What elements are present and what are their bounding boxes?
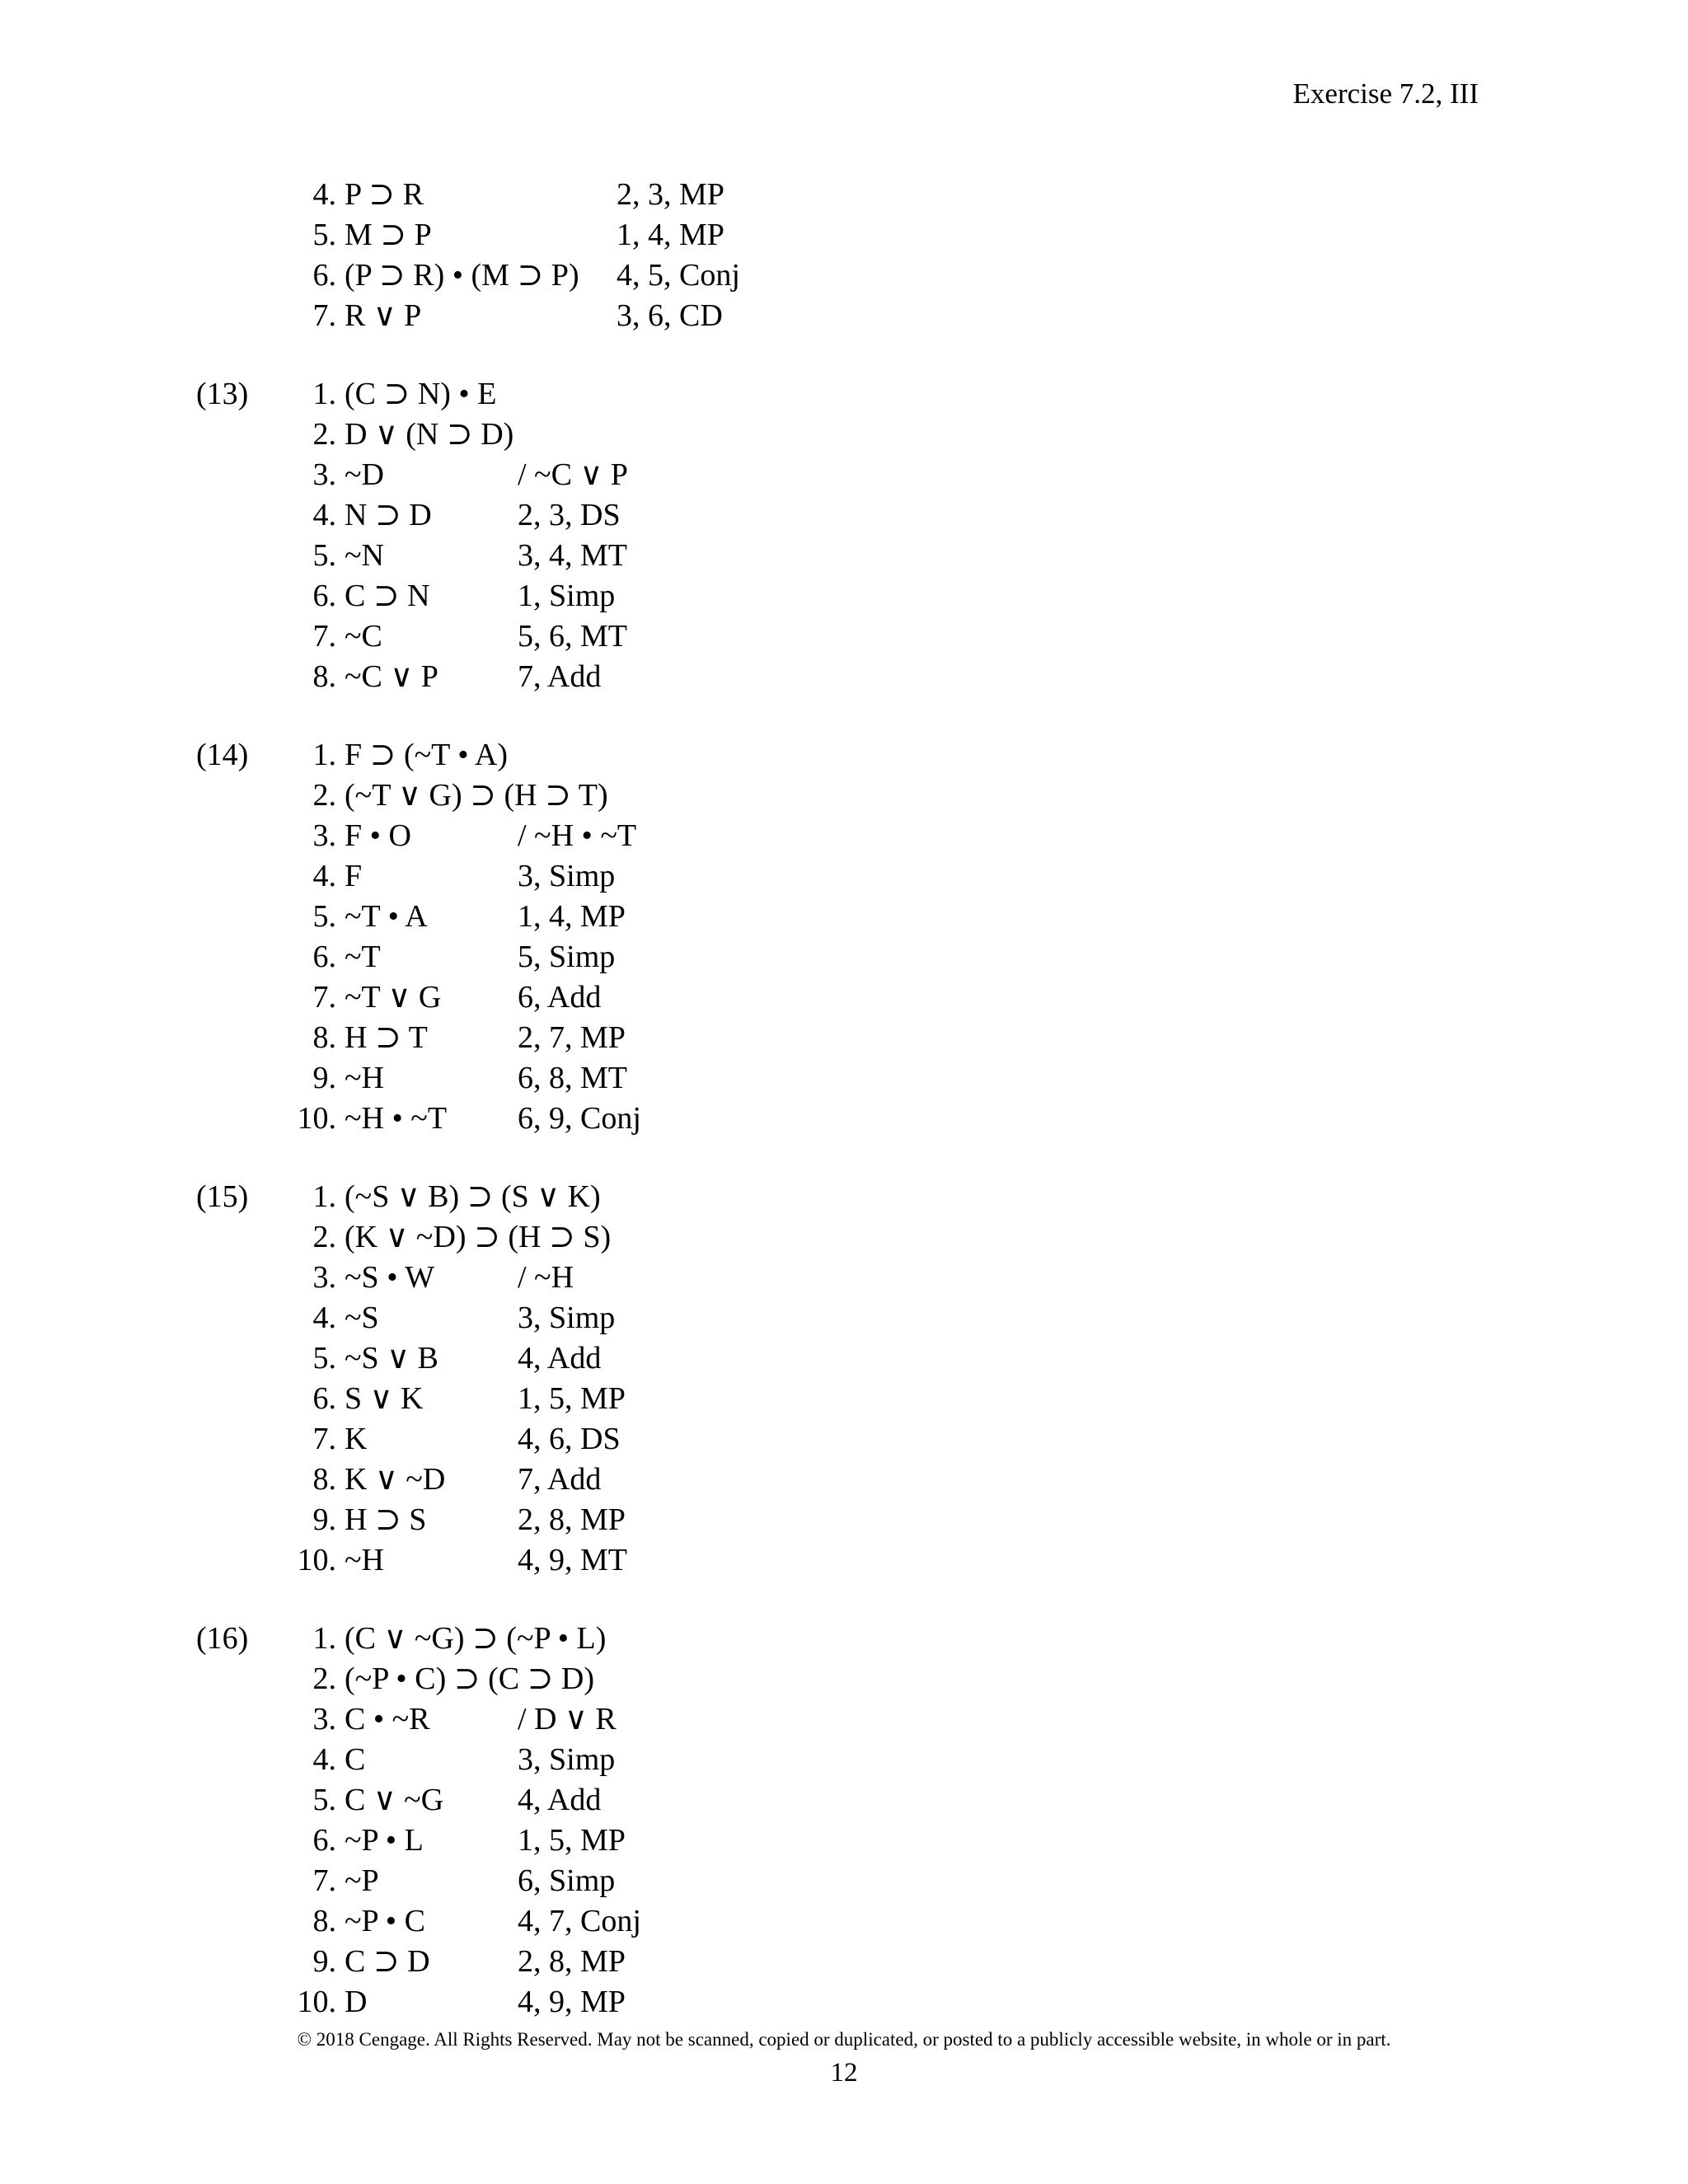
line-number: 1.: [312, 377, 336, 411]
line-justification: 3, Simp: [518, 1301, 616, 1335]
line-justification: 6, Simp: [518, 1863, 616, 1898]
line-number: 7.: [312, 980, 336, 1015]
line-justification: 2, 3, MP: [617, 177, 724, 212]
line-formula: ~S: [345, 1301, 379, 1335]
line-number: 2.: [312, 1220, 336, 1254]
line-formula: ~S ∨ B: [345, 1341, 438, 1376]
line-justification: 4, Add: [518, 1341, 602, 1376]
line-number: 3.: [312, 818, 336, 853]
line-formula: ~T: [345, 940, 381, 974]
proof-label: (15): [196, 1179, 249, 1214]
line-number: 5.: [312, 538, 336, 573]
line-justification: 4, Add: [518, 1783, 602, 1817]
line-formula: ~C ∨ P: [345, 659, 438, 694]
line-justification: 1, 4, MP: [617, 218, 724, 252]
line-justification: / ~C ∨ P: [518, 457, 628, 492]
line-formula: (P ⊃ R) • (M ⊃ P): [345, 258, 579, 293]
line-formula: K ∨ ~D: [345, 1462, 446, 1497]
line-number: 5.: [312, 1783, 336, 1817]
line-formula: F ⊃ (~T • A): [345, 738, 509, 772]
section-header: Exercise 7.2, III: [1292, 77, 1479, 110]
line-justification: 4, 5, Conj: [617, 258, 740, 293]
line-formula: (~T ∨ G) ⊃ (H ⊃ T): [345, 778, 608, 813]
line-formula: C: [345, 1742, 366, 1777]
line-number: 6.: [312, 579, 336, 613]
line-number: 1.: [312, 738, 336, 772]
line-justification: 2, 7, MP: [518, 1020, 626, 1055]
line-formula: D: [345, 1985, 368, 2019]
line-formula: ~C: [345, 619, 382, 654]
line-number: 7.: [312, 1422, 336, 1456]
line-justification: 2, 8, MP: [518, 1502, 626, 1537]
line-number: 8.: [312, 1904, 336, 1938]
line-number: 4.: [312, 498, 336, 532]
page-number: 12: [830, 2058, 858, 2088]
line-number: 9.: [312, 1502, 336, 1537]
line-justification: 7, Add: [518, 1462, 602, 1497]
line-justification: 1, 4, MP: [518, 899, 626, 934]
line-number: 3.: [312, 457, 336, 492]
line-number: 6.: [312, 258, 336, 293]
line-justification: 3, Simp: [518, 1742, 616, 1777]
line-formula: D ∨ (N ⊃ D): [345, 417, 514, 452]
proof-label: (13): [196, 377, 249, 411]
proof-label: (14): [196, 738, 249, 772]
line-number: 1.: [312, 1621, 336, 1656]
line-justification: / ~H • ~T: [518, 818, 637, 853]
line-formula: (C ⊃ N) • E: [345, 377, 497, 411]
line-number: 8.: [312, 1020, 336, 1055]
line-justification: 4, 9, MP: [518, 1985, 626, 2019]
line-number: 10.: [297, 1985, 336, 2019]
line-number: 6.: [312, 1381, 336, 1416]
line-formula: H ⊃ S: [345, 1502, 427, 1537]
line-number: 6.: [312, 1823, 336, 1858]
line-formula: (~S ∨ B) ⊃ (S ∨ K): [345, 1179, 601, 1214]
line-number: 2.: [312, 778, 336, 813]
line-number: 5.: [312, 1341, 336, 1376]
line-justification: 4, 6, DS: [518, 1422, 621, 1456]
line-number: 2.: [312, 417, 336, 452]
line-justification: 2, 3, DS: [518, 498, 621, 532]
line-justification: / D ∨ R: [518, 1702, 617, 1736]
line-formula: ~D: [345, 457, 385, 492]
line-formula: ~T ∨ G: [345, 980, 442, 1015]
line-justification: 3, 6, CD: [617, 298, 723, 333]
line-number: 10.: [297, 1543, 336, 1577]
line-number: 10.: [297, 1101, 336, 1136]
line-justification: 1, 5, MP: [518, 1823, 626, 1858]
line-number: 4.: [312, 1742, 336, 1777]
line-justification: 1, 5, MP: [518, 1381, 626, 1416]
line-justification: 4, 9, MT: [518, 1543, 627, 1577]
line-number: 7.: [312, 619, 336, 654]
line-justification: 6, Add: [518, 980, 602, 1015]
line-number: 5.: [312, 218, 336, 252]
line-number: 4.: [312, 1301, 336, 1335]
line-justification: / ~H: [518, 1260, 574, 1295]
line-number: 4.: [312, 177, 336, 212]
line-formula: ~S • W: [345, 1260, 435, 1295]
line-formula: M ⊃ P: [345, 218, 432, 252]
line-number: 3.: [312, 1702, 336, 1736]
line-formula: C • ~R: [345, 1702, 430, 1736]
line-formula: ~H: [345, 1061, 385, 1095]
line-justification: 1, Simp: [518, 579, 616, 613]
line-formula: ~H • ~T: [345, 1101, 448, 1136]
line-justification: 3, 4, MT: [518, 538, 627, 573]
line-formula: ~H: [345, 1543, 385, 1577]
line-number: 8.: [312, 659, 336, 694]
proof-label: (16): [196, 1621, 249, 1656]
line-formula: K: [345, 1422, 368, 1456]
line-formula: P ⊃ R: [345, 177, 424, 212]
line-justification: 6, 8, MT: [518, 1061, 627, 1095]
line-number: 8.: [312, 1462, 336, 1497]
line-number: 7.: [312, 298, 336, 333]
line-justification: 6, 9, Conj: [518, 1101, 641, 1136]
line-formula: C ∨ ~G: [345, 1783, 444, 1817]
line-justification: 4, 7, Conj: [518, 1904, 641, 1938]
line-justification: 2, 8, MP: [518, 1944, 626, 1979]
line-formula: ~T • A: [345, 899, 428, 934]
line-formula: C ⊃ D: [345, 1944, 430, 1979]
line-formula: ~N: [345, 538, 385, 573]
line-number: 5.: [312, 899, 336, 934]
line-number: 7.: [312, 1863, 336, 1898]
line-number: 6.: [312, 940, 336, 974]
line-formula: R ∨ P: [345, 298, 422, 333]
line-formula: N ⊃ D: [345, 498, 432, 532]
line-number: 1.: [312, 1179, 336, 1214]
line-formula: F: [345, 859, 363, 893]
line-formula: ~P: [345, 1863, 379, 1898]
line-formula: ~P • C: [345, 1904, 425, 1938]
line-justification: 5, 6, MT: [518, 619, 627, 654]
line-formula: H ⊃ T: [345, 1020, 428, 1055]
line-formula: (K ∨ ~D) ⊃ (H ⊃ S): [345, 1220, 612, 1254]
line-number: 2.: [312, 1661, 336, 1696]
line-justification: 7, Add: [518, 659, 602, 694]
line-number: 9.: [312, 1061, 336, 1095]
line-formula: (~P • C) ⊃ (C ⊃ D): [345, 1661, 595, 1696]
line-number: 9.: [312, 1944, 336, 1979]
line-formula: S ∨ K: [345, 1381, 424, 1416]
line-number: 4.: [312, 859, 336, 893]
line-justification: 3, Simp: [518, 859, 616, 893]
copyright-notice: © 2018 Cengage. All Rights Reserved. May not be scanned, copied or duplicated, or posted to a publicly accessible website, in whole or in part.: [297, 2029, 1391, 2050]
line-formula: ~P • L: [345, 1823, 424, 1858]
line-number: 3.: [312, 1260, 336, 1295]
line-formula: C ⊃ N: [345, 579, 430, 613]
line-formula: (C ∨ ~G) ⊃ (~P • L): [345, 1621, 607, 1656]
line-justification: 5, Simp: [518, 940, 616, 974]
line-formula: F • O: [345, 818, 411, 853]
